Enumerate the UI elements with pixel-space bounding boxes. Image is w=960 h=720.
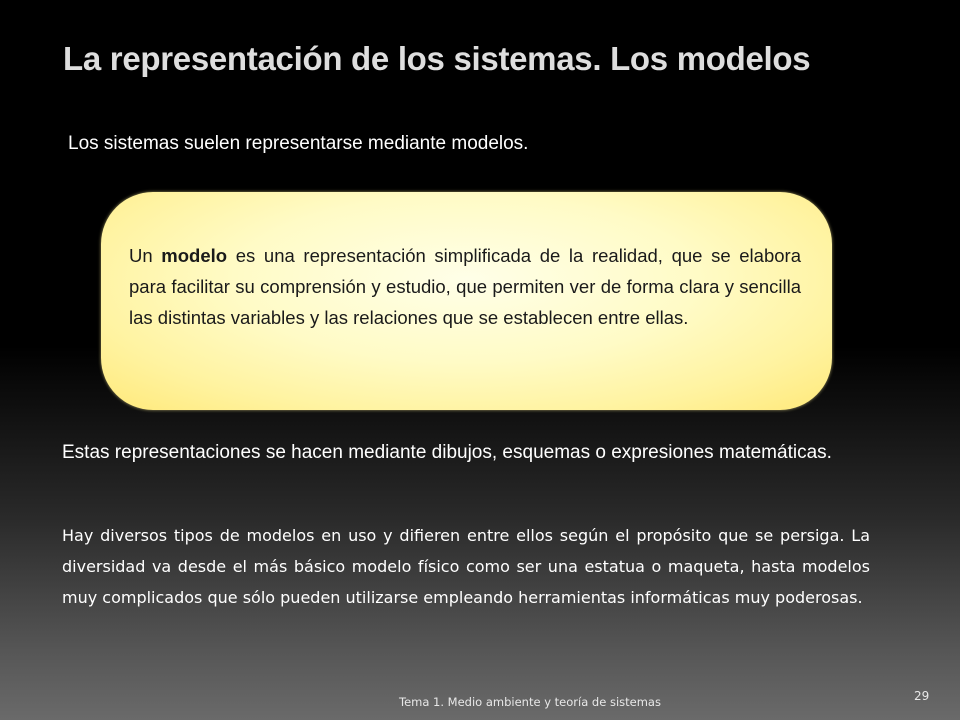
definition-rest: es una representación simplificada de la realidad, que se elabora para facilitar su comprensión y estudio, que permiten ver de forma clara y sencilla las distintas variables y las relaciones que se establecen entre ellas.	[129, 245, 801, 328]
body-paragraph-1: Estas representaciones se hacen mediante dibujos, esquemas o expresiones matemáticas.	[62, 442, 832, 463]
slide-subtitle: Los sistemas suelen representarse mediante modelos.	[68, 133, 529, 154]
definition-callout	[101, 192, 832, 410]
slide-footer: Tema 1. Medio ambiente y teoría de sistemas	[399, 695, 661, 709]
definition-text	[129, 240, 801, 333]
definition-keyword: modelo	[161, 245, 228, 266]
body-paragraph-2: Hay diversos tipos de modelos en uso y difieren entre ellos según el propósito que se persiga. La diversidad va desde el más básico modelo físico como ser una estatua o maqueta, hasta modelos muy complicados que sólo pueden utilizarse empleando herramientas informáticas muy poderosas.	[62, 526, 870, 607]
slide-number: 29	[914, 689, 930, 703]
definition-lead: Un	[129, 245, 162, 266]
slide-title: La representación de los sistemas. Los modelos	[63, 40, 811, 77]
